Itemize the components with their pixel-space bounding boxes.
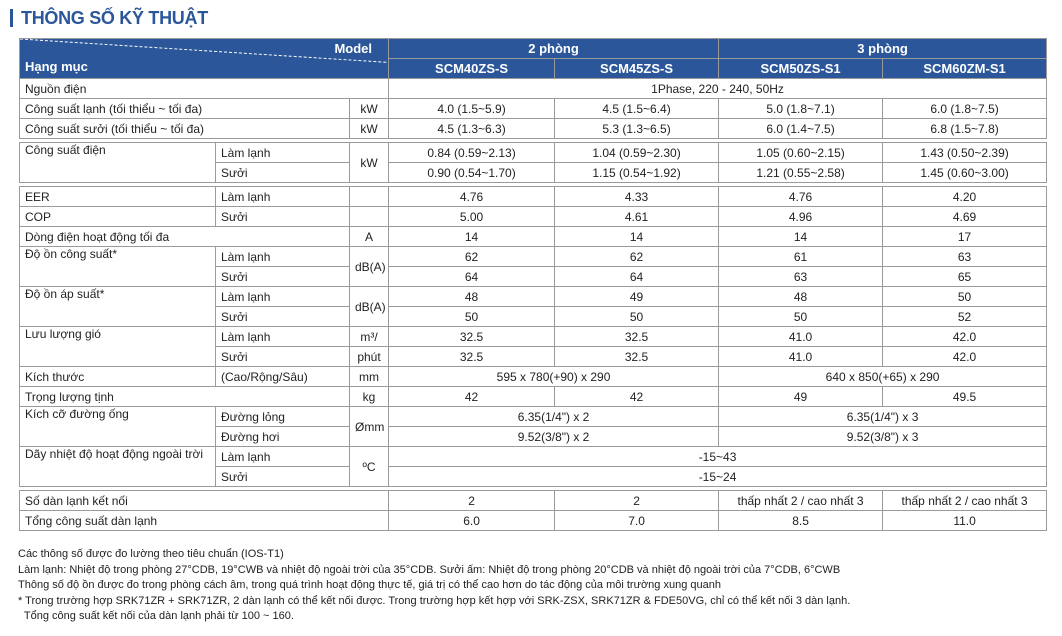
cell-value: 52 [883,307,1047,327]
cell-value: 4.76 [389,187,555,207]
header-category-label: Hạng mục [25,59,88,74]
cell-value: 14 [389,227,555,247]
cell-value: 42.0 [883,327,1047,347]
row-unit: mm [350,367,389,387]
row-pipe-liquid [20,407,1047,427]
cell-value: 4.69 [883,207,1047,227]
cell-value: 595 x 780(+90) x 290 [389,367,719,387]
cell-value: 1.21 (0.55~2.58) [719,163,883,183]
cell-value: 48 [719,287,883,307]
cell-value: 5.00 [389,207,555,227]
row-cop [20,207,1047,227]
cell-value: 41.0 [719,347,883,367]
cell-value: 6.35(1/4") x 3 [719,407,1047,427]
row-label: Kích thước [20,367,216,387]
footnote-line: Tổng công suất kết nối của dàn lạnh phải từ 100 ~ 160. [18,610,294,622]
cell-value: 0.84 (0.59~2.13) [389,143,555,163]
header-group-2-rooms: 2 phòng [389,39,719,59]
row-unit: kW [350,143,389,183]
row-sublabel: Sưởi [216,267,350,287]
header-model: SCM60ZM-S1 [883,59,1047,79]
section-title-text: THÔNG SỐ KỸ THUẬT [21,7,208,28]
row-eer [20,187,1047,207]
cell-value: 49 [719,387,883,407]
row-sublabel: Làm lạnh [216,447,350,467]
row-label: EER [20,187,216,207]
row-unit: Ømm [350,407,389,447]
cell-value: 4.0 (1.5~5.9) [389,99,555,119]
row-power-input-cool [20,143,1047,163]
row-unit: dB(A) [350,287,389,327]
row-sublabel: Sưởi [216,347,350,367]
cell-value: 64 [389,267,555,287]
cell-value: 32.5 [555,327,719,347]
cell-value: 1.05 (0.60~2.15) [719,143,883,163]
row-label: Nguồn điện [20,79,389,99]
row-label: Công suất lạnh (tối thiểu ~ tối đa) [20,99,350,119]
row-total-indoor-capacity [20,511,1047,531]
cell-value: 50 [389,307,555,327]
row-label: Dãy nhiệt độ hoạt động ngoài trời [20,447,216,487]
cell-value: 48 [389,287,555,307]
row-sublabel: Đường hơi [216,427,350,447]
cell-value: 1.04 (0.59~2.30) [555,143,719,163]
footnote-line: Thông số độ ồn được đo trong phòng cách âm, trong quá trình hoạt động thực tế, giá trị có thể cao hơn do tác động của môi trường xung quanh [18,579,721,591]
row-max-current [20,227,1047,247]
cell-value: 2 [555,491,719,511]
cell-value: 640 x 850(+65) x 290 [719,367,1047,387]
row-sublabel: Làm lạnh [216,143,350,163]
cell-value: 11.0 [883,511,1047,531]
row-unit: kW [350,99,389,119]
cell-value: 41.0 [719,327,883,347]
cell-value: 6.35(1/4") x 2 [389,407,719,427]
row-noise-pressure-cool [20,287,1047,307]
cell-value: 5.3 (1.3~6.5) [555,119,719,139]
row-unit: kg [350,387,389,407]
row-unit-empty [350,187,389,207]
cell-value: 7.0 [555,511,719,531]
footnote-line: Các thông số được đo lường theo tiêu chuẩn (IOS-T1) [18,548,284,560]
row-unit: ºC [350,447,389,487]
title-accent-bar [10,9,13,27]
section-title [10,6,208,30]
row-sublabel: Làm lạnh [216,247,350,267]
row-label: Công suất điện [20,143,216,183]
cell-value: 4.96 [719,207,883,227]
header-model: SCM45ZS-S [555,59,719,79]
cell-value: 32.5 [389,327,555,347]
cell-value: 64 [555,267,719,287]
row-sublabel: Sưởi [216,207,350,227]
cell-value: 8.5 [719,511,883,531]
row-label: COP [20,207,216,227]
cell-value: 49 [555,287,719,307]
cell-value: thấp nhất 2 / cao nhất 3 [883,491,1047,511]
cell-value: 65 [883,267,1047,287]
row-sublabel: Làm lạnh [216,187,350,207]
cell-value: 5.0 (1.8~7.1) [719,99,883,119]
row-unit-empty [350,207,389,227]
spec-table [19,38,1047,531]
row-power-source [20,79,1047,99]
row-unit: phút [350,347,389,367]
row-label: Độ ồn áp suất* [20,287,216,327]
row-label: Tổng công suất dàn lạnh [20,511,389,531]
cell-value: 6.0 [389,511,555,531]
cell-value: -15~24 [389,467,1047,487]
cell-value: 61 [719,247,883,267]
cell-value: 50 [719,307,883,327]
cell-value: 0.90 (0.54~1.70) [389,163,555,183]
row-unit: dB(A) [350,247,389,287]
row-noise-power-cool [20,247,1047,267]
cell-value: 32.5 [555,347,719,367]
cell-value: 42 [555,387,719,407]
row-sublabel: Sưởi [216,163,350,183]
cell-value: 4.5 (1.5~6.4) [555,99,719,119]
cell-value: 50 [555,307,719,327]
row-label: Độ ồn công suất* [20,247,216,287]
row-unit: A [350,227,389,247]
cell-value: 9.52(3/8") x 2 [389,427,719,447]
cell-value: 6.8 (1.5~7.8) [883,119,1047,139]
row-heating-capacity [20,119,1047,139]
cell-value: 42.0 [883,347,1047,367]
header-model: SCM40ZS-S [389,59,555,79]
header-group-3-rooms: 3 phòng [719,39,1047,59]
cell-value: 4.61 [555,207,719,227]
row-sublabel: Sưởi [216,467,350,487]
cell-value: 50 [883,287,1047,307]
cell-value: 4.33 [555,187,719,207]
row-sublabel: Sưởi [216,307,350,327]
row-label: Trọng lượng tịnh [20,387,350,407]
row-sublabel: (Cao/Rộng/Sâu) [216,367,350,387]
cell-value: 2 [389,491,555,511]
row-label: Lưu lượng gió [20,327,216,367]
row-indoor-units [20,491,1047,511]
row-unit: kW [350,119,389,139]
cell-value: 63 [719,267,883,287]
cell-value: 6.0 (1.8~7.5) [883,99,1047,119]
row-sublabel: Làm lạnh [216,287,350,307]
row-sublabel: Đường lỏng [216,407,350,427]
row-label: Số dàn lạnh kết nối [20,491,389,511]
footnote-line: * Trong trường hợp SRK71ZR + SRK71ZR, 2 dàn lạnh có thể kết nối được. Trong trường hợp kết hợp với SRK-ZSX, SRK71ZR & FDE50VG, chỉ có thể kết nối 3 dàn lạnh. [18,594,851,607]
row-label: Công suất sưởi (tối thiểu ~ tối đa) [20,119,350,139]
header-row-groups [20,39,1047,59]
cell-value: 42 [389,387,555,407]
cell-value: 14 [555,227,719,247]
row-dimensions [20,367,1047,387]
row-cooling-capacity [20,99,1047,119]
cell-value: 63 [883,247,1047,267]
cell-value: 17 [883,227,1047,247]
footnote-line: Làm lạnh: Nhiệt độ trong phòng 27°CDB, 19°CWB và nhiệt độ ngoài trời của 35°CDB. Sưởi ấm: Nhiệt độ trong phòng 20°CDB và nhiệt độ ngoài trời của 7°CDB, 6°CWB [18,563,841,576]
cell-value: -15~43 [389,447,1047,467]
cell-value: 4.76 [719,187,883,207]
row-unit: m³/ [350,327,389,347]
cell-value: 49.5 [883,387,1047,407]
cell-value: 4.5 (1.3~6.3) [389,119,555,139]
row-sublabel: Làm lạnh [216,327,350,347]
header-corner [20,39,389,79]
cell-value: 4.20 [883,187,1047,207]
row-label: Kích cỡ đường ống [20,407,216,447]
cell-value: 6.0 (1.4~7.5) [719,119,883,139]
row-label: Dòng điện hoạt động tối đa [20,227,350,247]
cell-value: 9.52(3/8") x 3 [719,427,1047,447]
cell-value: 14 [719,227,883,247]
cell-value: 1.15 (0.54~1.92) [555,163,719,183]
row-airflow-cool [20,327,1047,347]
footnotes [18,547,850,625]
header-model-label: Model [334,41,373,56]
header-model: SCM50ZS-S1 [719,59,883,79]
row-value: 1Phase, 220 - 240, 50Hz [389,79,1047,99]
cell-value: thấp nhất 2 / cao nhất 3 [719,491,883,511]
cell-value: 1.43 (0.50~2.39) [883,143,1047,163]
cell-value: 32.5 [389,347,555,367]
cell-value: 1.45 (0.60~3.00) [883,163,1047,183]
row-net-weight [20,387,1047,407]
cell-value: 62 [389,247,555,267]
row-temp-cool [20,447,1047,467]
cell-value: 62 [555,247,719,267]
